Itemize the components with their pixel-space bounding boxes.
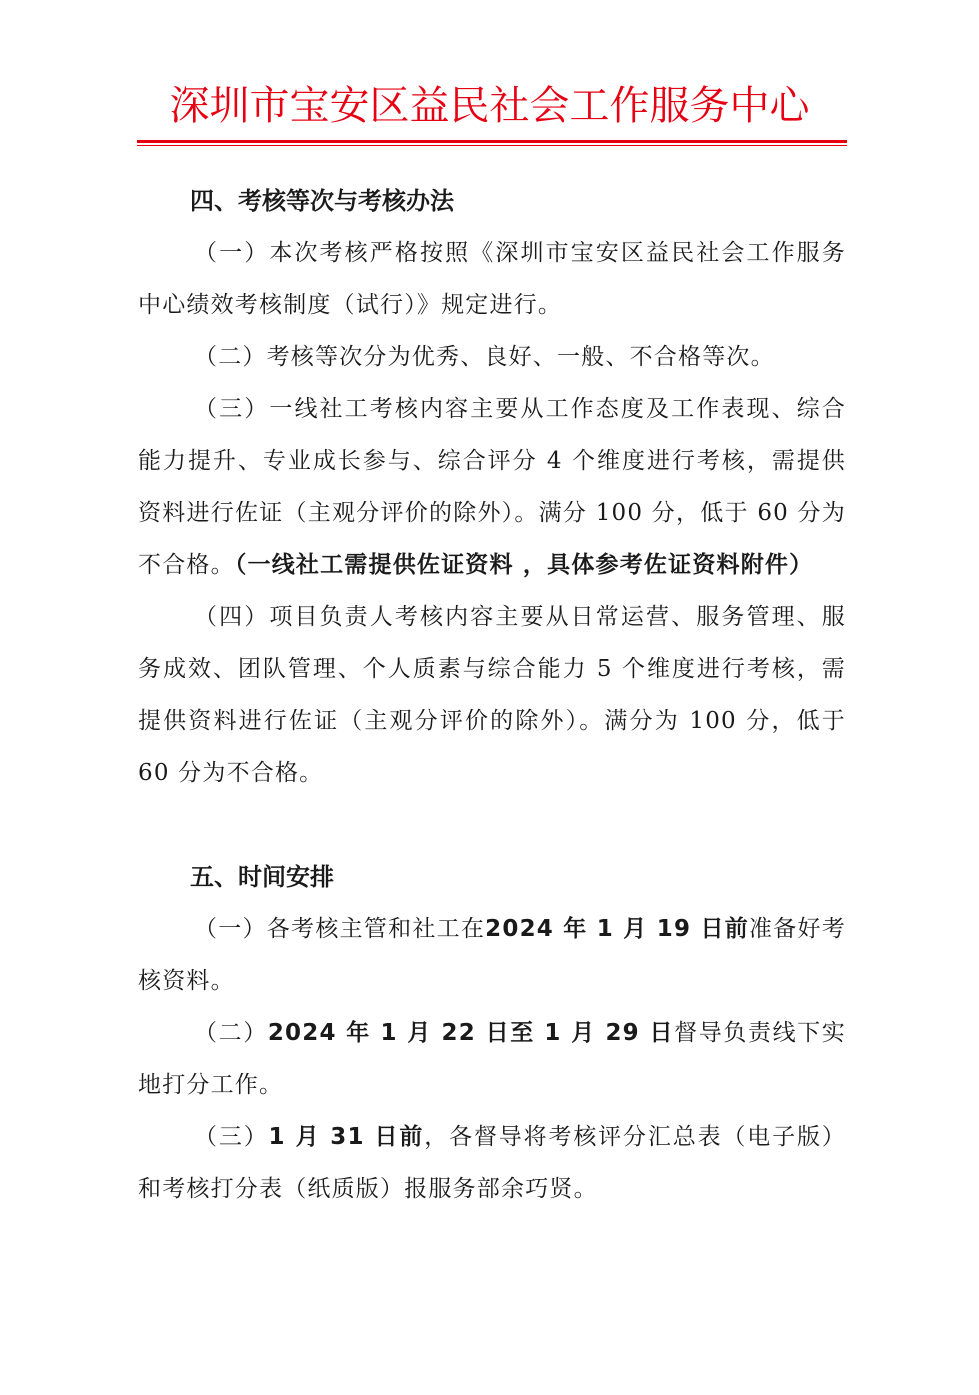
paragraph-5-3-lead: （三） <box>194 1124 269 1150</box>
paragraph-5-1 <box>138 903 846 1007</box>
document-body <box>138 175 846 1215</box>
section-heading-5: 五、时间安排 <box>190 863 334 891</box>
paragraph-4-3-text: （三）一线社工考核内容主要从工作态度及工作表现、综合能力提升、专业成长参与、综合评分 4 个维度进行考核，需提供资料进行佐证（主观分评价的除外）。满分 100 分，低于 60 分为不合格。 <box>138 396 846 578</box>
paragraph-4-2: （二）考核等次分为优秀、良好、一般、不合格等次。 <box>194 344 775 370</box>
paragraph-4-3 <box>138 383 846 591</box>
paragraph-5-2-lead: （二） <box>194 1020 268 1046</box>
paragraph-5-3-date: 1 月 31 日前 <box>268 1124 425 1150</box>
paragraph-4-3-bold-note: （一线社工需提供佐证资料 ，具体参考佐证资料附件） <box>234 552 814 578</box>
paragraph-5-2-date: 2024 年 1 月 22 日至 1 月 29 日 <box>267 1020 675 1046</box>
paragraph-5-3-rest: ，各督导将考核评分汇总表（电子版）和考核打分表（纸质版）报服务部余巧贤。 <box>138 1124 846 1202</box>
organization-title: 深圳市宝安区益民社会工作服务中心 <box>169 83 810 129</box>
paragraph-5-1-rest: 准备好考核资料。 <box>138 916 847 994</box>
header-rule-thin <box>137 145 847 146</box>
paragraph-5-3 <box>138 1111 846 1215</box>
paragraph-5-2-rest: 督导负责线下实地打分工作。 <box>138 1020 846 1098</box>
paragraph-5-2 <box>138 1007 846 1111</box>
header-rule-thick <box>137 140 847 143</box>
paragraph-5-1-date: 2024 年 1 月 19 日前 <box>485 916 750 942</box>
section-heading-4: 四、考核等次与考核办法 <box>190 187 454 215</box>
paragraph-4-1: （一）本次考核严格按照《深圳市宝安区益民社会工作服务中心绩效考核制度（试行）》规定进行。 <box>138 240 846 318</box>
paragraph-4-4: （四）项目负责人考核内容主要从日常运营、服务管理、服务成效、团队管理、个人质素与综合能力 5 个维度进行考核，需提供资料进行佐证（主观分评价的除外）。满分为 100 分，低于 60 分为不合格。 <box>138 604 846 786</box>
section-gap <box>138 799 846 851</box>
paragraph-5-1-lead: （一）各考核主管和社工在 <box>194 916 486 942</box>
